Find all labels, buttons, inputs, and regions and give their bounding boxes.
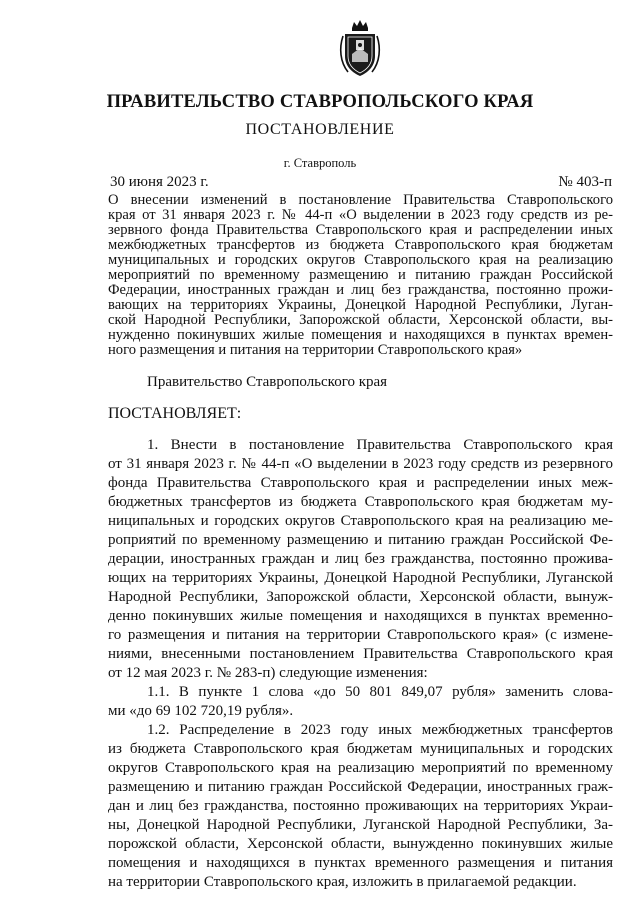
subject-line: ного размещения и питания на территории Ставропольского края»: [108, 342, 523, 358]
subject-line: зервного фонда Правительства Ставропольского края и распределении иных: [108, 222, 613, 238]
document-date: 30 июня 2023 г.: [110, 174, 209, 190]
preamble: Правительство Ставропольского края: [147, 374, 388, 390]
body-line: от 31 января 2023 г. № 44-п «О выделении в 2023 году средств из резервного: [108, 456, 613, 472]
subject-line: вающих на территориях Украины, Донецкой Народной Республики, Луган-: [108, 297, 613, 313]
body-line: ниципальных и городских округов Ставропольского края на реализацию ме-: [108, 513, 613, 529]
body-line: 1.1. В пункте 1 слова «до 50 801 849,07 рубля» заменить слова-: [147, 684, 613, 700]
subject-line: О внесении изменений в постановление Правительства Ставропольского: [108, 192, 613, 208]
body-line: ны, Донецкой Народной Республики, Луганской Народной Республики, За-: [108, 817, 613, 833]
body-line: округов Ставропольского края на реализацию мероприятий по временному: [108, 760, 613, 776]
body-line: ниями, внесенными постановлением Правительства Ставропольского края: [108, 646, 613, 662]
subject-line: межбюджетных трансфертов из бюджета Ставропольского края бюджетам: [108, 237, 613, 253]
body-line: помещения и находящихся в пунктах временного размещения и питания: [108, 855, 613, 871]
body-line: го размещения и питания на территории Ставропольского края» (с измене-: [108, 627, 613, 643]
body-line: 1. Внести в постановление Правительства Ставропольского края: [147, 437, 613, 453]
body-line: размещению и питанию граждан Российской Федерации, иностранных граж-: [108, 779, 613, 795]
body-line: на территории Ставропольского края, изложить в прилагаемой редакции.: [108, 874, 577, 890]
subject-line: ской Народной Республики, Запорожской области, Херсонской области, вы-: [108, 312, 613, 328]
subject-line: нужденно покинувших жилые помещения и находящихся в пунктах времен-: [108, 327, 613, 343]
body-line: денно покинувших жилые помещения и находящихся в пунктах временно-: [108, 608, 613, 624]
government-title: ПРАВИТЕЛЬСТВО СТАВРОПОЛЬСКОГО КРАЯ: [106, 92, 534, 112]
subject-line: муниципальных и городских округов Ставропольского края на реализацию: [108, 252, 613, 268]
coat-of-arms-emblem: [338, 18, 382, 78]
document-number: № 403-п: [558, 174, 612, 190]
body-line: фонда Правительства Ставропольского края и распределении иных меж-: [108, 475, 613, 491]
subject-line: Федерации, иностранных граждан и лиц без гражданства, постоянно прожи-: [108, 282, 613, 298]
body-line: Народной Республики, Запорожской области, Херсонской области, вынуж-: [108, 589, 613, 605]
body-line: бюджетных трансфертов из бюджета Ставропольского края бюджетам му-: [108, 494, 613, 510]
body-line: роприятий по временному размещению и питанию граждан Российской Фе-: [108, 532, 613, 548]
subject-line: мероприятий по временному размещению и питанию граждан Российской: [108, 267, 613, 283]
body-line: ющих на территориях Украины, Донецкой Народной Республики, Луганской: [108, 570, 613, 586]
city-name: г. Ставрополь: [283, 156, 357, 170]
body-line: ми «до 69 102 720,19 рубля».: [108, 703, 294, 719]
resolves-heading: ПОСТАНОВЛЯЕТ:: [108, 405, 242, 422]
body-line: от 12 мая 2023 г. № 283-п) следующие изменения:: [108, 665, 428, 681]
subject-line: края от 31 января 2023 г. № 44-п «О выделении в 2023 году средств из ре-: [108, 207, 613, 223]
body-line: дан и лиц без гражданства, постоянно проживающих на территориях Украи-: [108, 798, 613, 814]
body-line: из бюджета Ставропольского края бюджетам муниципальных и городских: [108, 741, 613, 757]
document-type: ПОСТАНОВЛЕНИЕ: [245, 121, 395, 138]
body-line: дерации, иностранных граждан и лиц без гражданства, постоянно прожива-: [108, 551, 613, 567]
body-line: 1.2. Распределение в 2023 году иных межбюджетных трансфертов: [147, 722, 613, 738]
body-line: порожской области, Херсонской области, вынужденно покинувших жилые: [108, 836, 613, 852]
